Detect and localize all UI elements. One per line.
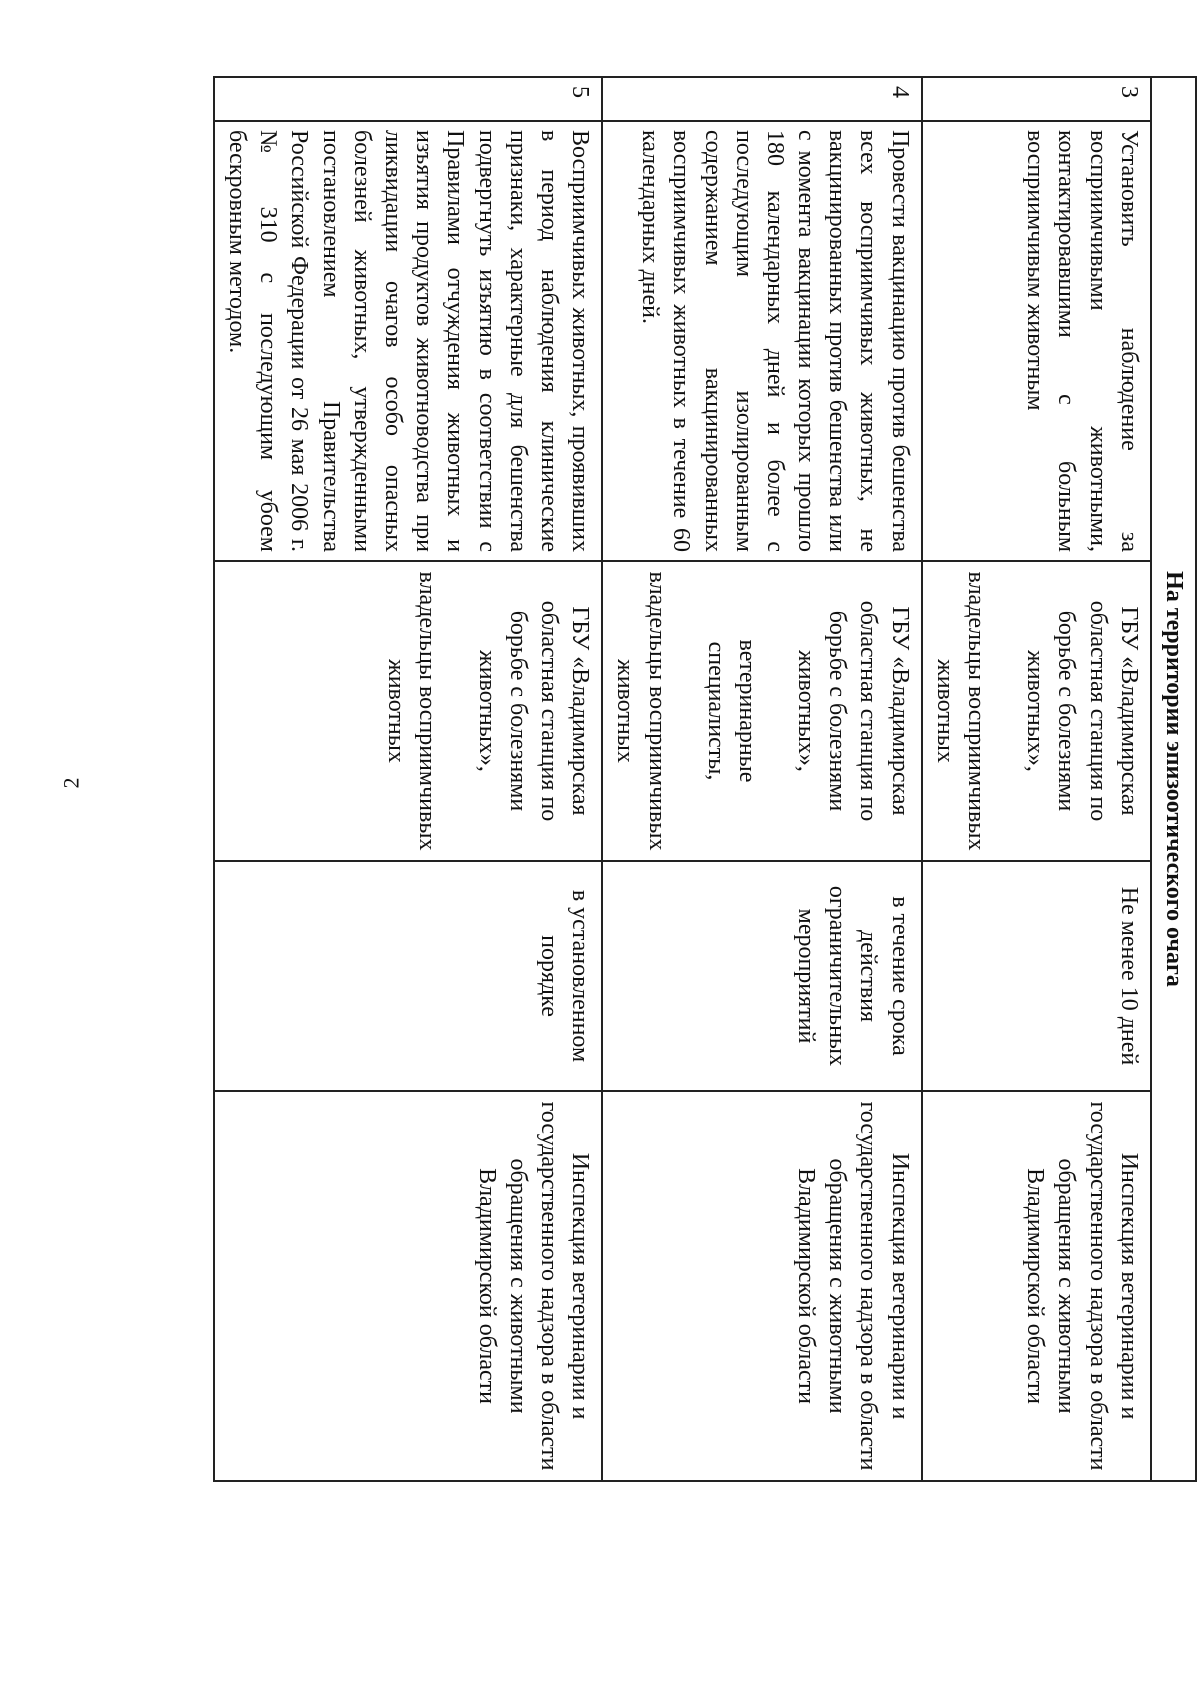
term-cell: в установленном порядке — [214, 861, 602, 1091]
table-row — [602, 77, 922, 1481]
responsible-cell: Инспекция ветеринарии и государственного надзора в области обращения с животными Владимирской области — [602, 1091, 922, 1481]
executor-line: ГБУ «Владимирская областная станция по борьбе с болезнями животных», — [473, 600, 594, 822]
table-row — [214, 77, 602, 1481]
table-row — [922, 77, 1151, 1481]
section-header-row — [1151, 77, 1196, 1481]
action-cell: Восприимчивых животных, проявивших в период наблюдения клинические признаки, характерные для бешенства подвергнуть изъятию в соответствии с Правилами отчуждения животных и изъятия продуктов животноводства при ликвидации очагов особо опасных болезней животных, утвержденными постановлением Правительства Российской Федерации от 26 мая 2006 г. № 310 с последующим убоем бескровным методом. — [214, 121, 602, 561]
executor-line: ветеринарные специалисты, — [702, 639, 760, 783]
executor-line: ГБУ «Владимирская областная станция по борьбе с болезнями животных», — [1022, 600, 1142, 822]
action-cell: Провести вакцинацию против бешенства всех восприимчивых животных, не вакцинированных против бешенства или с момента вакцинации которых прошло 180 календарных дней и более с последующим изолированным содержанием вакцинированных восприимчивых животных в течение 60 календарных дней. — [602, 121, 922, 561]
page-number: 2 — [58, 777, 84, 789]
term-cell: в течение срока действия ограничительных мероприятий — [602, 861, 922, 1091]
executors-cell — [922, 561, 1151, 861]
term-cell: Не менее 10 дней — [922, 861, 1151, 1091]
executors-cell — [214, 561, 602, 861]
measures-table — [213, 76, 1197, 1482]
executor-line: владельцы восприимчивых животных — [931, 571, 990, 851]
section-title: На территории эпизоотического очага — [1151, 77, 1196, 1481]
executor-line: ГБУ «Владимирская областная станция по борьбе с болезнями животных», — [793, 600, 913, 822]
executors-cell — [602, 561, 922, 861]
row-number: 4 — [602, 77, 922, 121]
executor-line: владельцы восприимчивых животных — [383, 571, 441, 851]
responsible-cell: Инспекция ветеринарии и государственного надзора в области обращения с животными Владимирской области — [214, 1091, 602, 1481]
row-number: 5 — [214, 77, 602, 121]
action-cell: Установить наблюдение за восприимчивыми животными, контактировавшими с больным восприимчивым животным — [922, 121, 1151, 561]
executor-line: владельцы восприимчивых животных — [612, 571, 670, 851]
row-number: 3 — [922, 77, 1151, 121]
rotated-table-container — [213, 76, 1197, 1482]
responsible-cell: Инспекция ветеринарии и государственного надзора в области обращения с животными Владимирской области — [922, 1091, 1151, 1481]
